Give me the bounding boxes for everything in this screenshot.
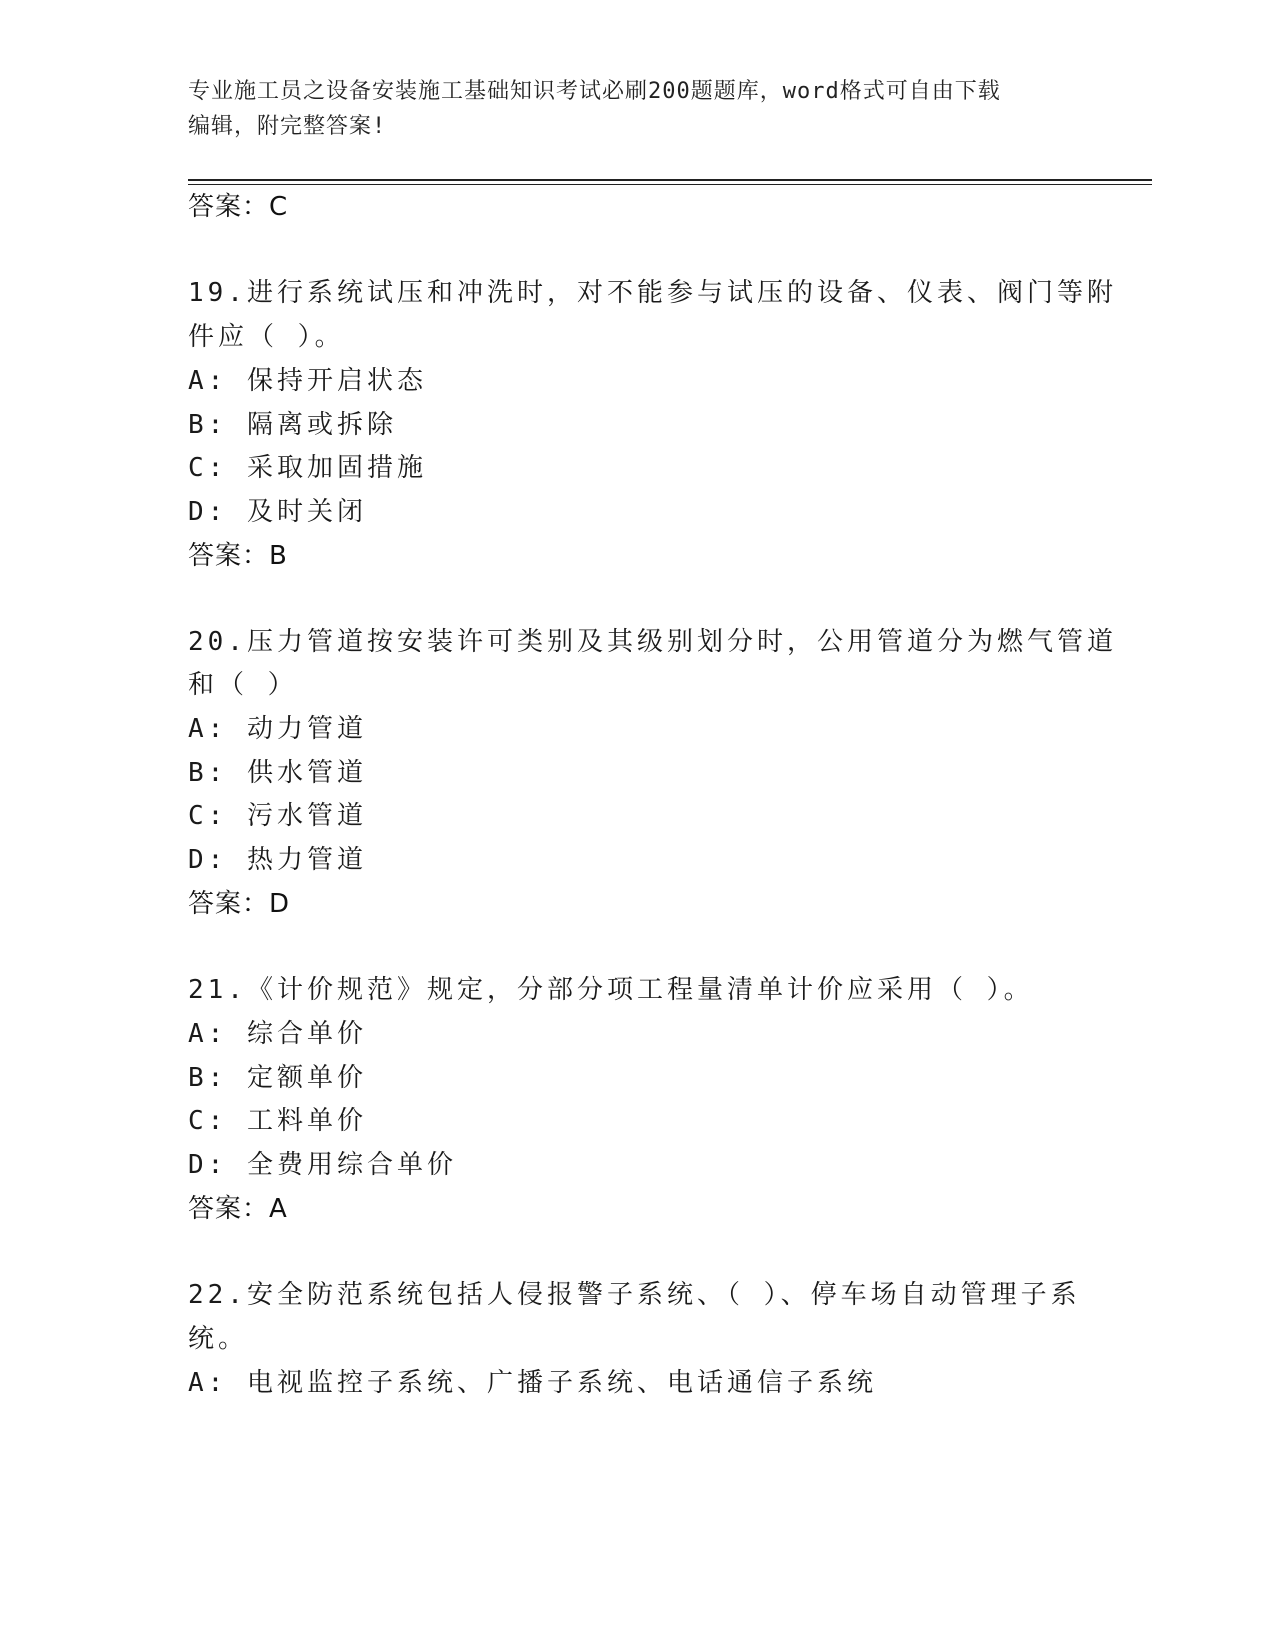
- q19-option-d: D: 及时关闭: [188, 497, 367, 527]
- q22-stem-line-1: 22.安全防范系统包括人侵报警子系统、（ ）、停车场自动管理子系: [188, 1280, 1081, 1310]
- q20-option-a: A: 动力管道: [188, 714, 367, 744]
- q20-stem-line-2: 和（ ）: [188, 670, 298, 700]
- q20-stem-line-1: 20.压力管道按安装许可类别及其级别划分时，公用管道分为燃气管道: [188, 627, 1117, 657]
- header-title-line-1: 专业施工员之设备安装施工基础知识考试必刷200题题库，word格式可自由下载: [188, 79, 1001, 104]
- q21-answer: 答案：A: [188, 1194, 288, 1224]
- q20-option-c: C: 污水管道: [188, 801, 367, 831]
- q20-option-d: D: 热力管道: [188, 845, 367, 875]
- q20-answer: 答案：D: [188, 889, 291, 919]
- q19-stem-line-1: 19.进行系统试压和冲洗时，对不能参与试压的设备、仪表、阀门等附: [188, 278, 1117, 308]
- header-rule-thin: [188, 184, 1152, 185]
- q21-option-a: A: 综合单价: [188, 1019, 367, 1049]
- q21-option-c: C: 工料单价: [188, 1106, 367, 1136]
- q22-option-a: A: 电视监控子系统、广播子系统、电话通信子系统: [188, 1368, 877, 1398]
- q19-option-c: C: 采取加固措施: [188, 453, 427, 483]
- q21-option-b: B: 定额单价: [188, 1063, 367, 1093]
- q22-stem-line-2: 统。: [188, 1324, 249, 1354]
- q19-stem-line-2: 件应（ ）。: [188, 322, 345, 352]
- answer-previous: 答案：C: [188, 192, 289, 222]
- q19-answer: 答案：B: [188, 541, 288, 571]
- q20-option-b: B: 供水管道: [188, 758, 367, 788]
- q21-stem-line-1: 21.《计价规范》规定，分部分项工程量清单计价应采用（ ）。: [188, 975, 1034, 1005]
- document-header: [188, 74, 1068, 144]
- header-title-line-2: 编辑，附完整答案!: [188, 114, 387, 139]
- q19-option-a: A: 保持开启状态: [188, 366, 427, 396]
- header-rule-thick: [188, 179, 1152, 181]
- q21-option-d: D: 全费用综合单价: [188, 1150, 457, 1180]
- q19-option-b: B: 隔离或拆除: [188, 410, 397, 440]
